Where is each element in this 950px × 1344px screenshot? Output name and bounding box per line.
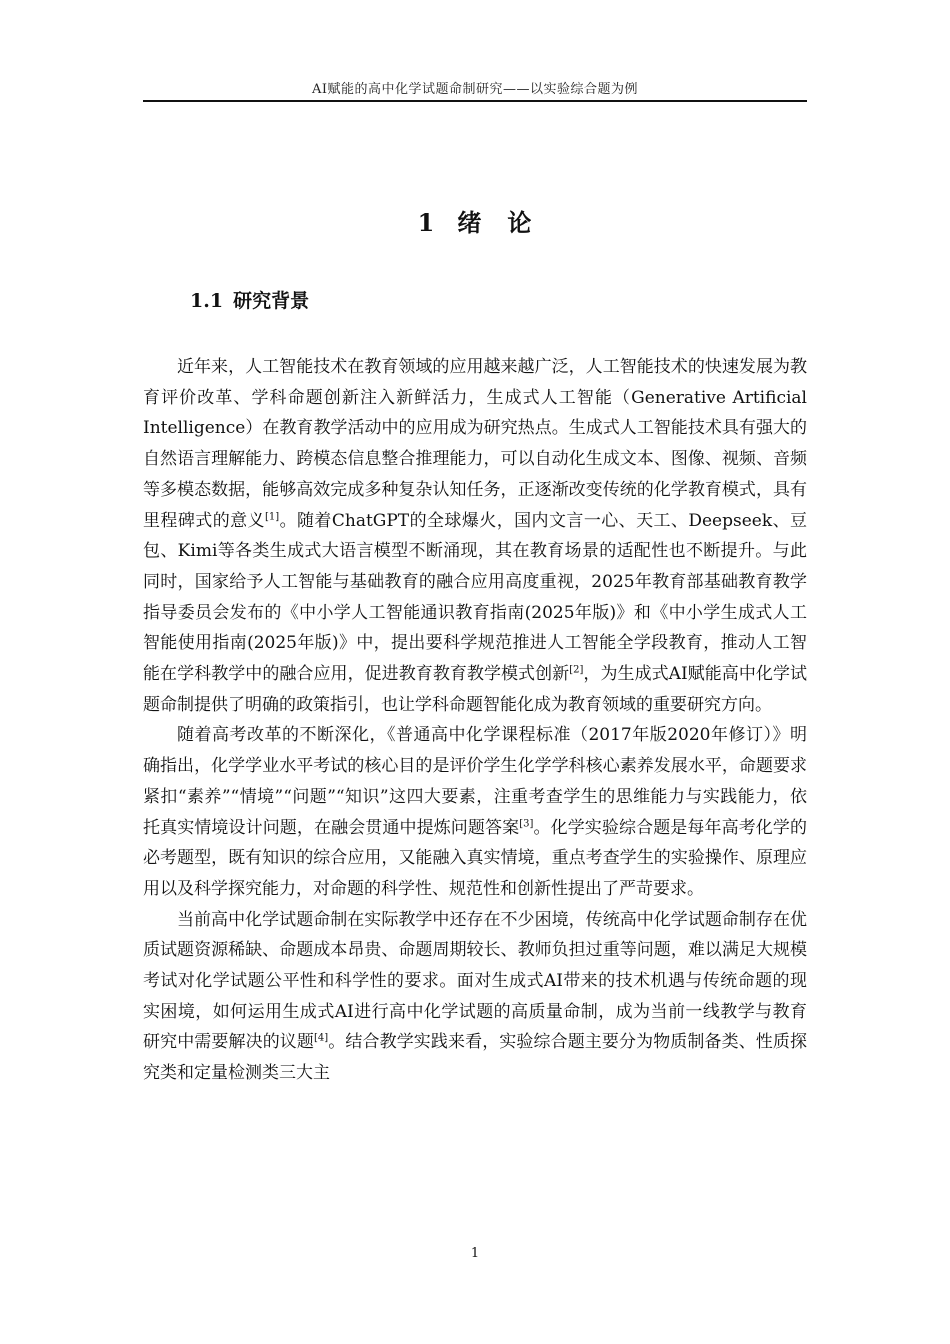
chapter-heading-text: 绪 论 — [457, 208, 533, 237]
chapter-number: 1 — [417, 208, 436, 237]
running-header: AI赋能的高中化学试题命制研究——以实验综合题为例 — [311, 82, 639, 97]
paragraph-1-text-c: ，为生成式AI赋能高中化学试题命制提供了明确的政策指引，也让学科命题智能化成为教育领域的重要研究方向。 — [143, 664, 807, 715]
section-number: 1.1 — [190, 290, 224, 312]
paragraph-1-text-a: 近年来，人工智能技术在教育领域的应用越来越广泛，人工智能技术的快速发展为教育评价改革、学科命题创新注入新鲜活力，生成式人工智能（Generative Artificial Intelligence）在教育教学活动中的应用成为研究热点。生成式人工智能技术具有强大的自然语言理解能力、跨模态信息整合推理能力，可以自动化生成文本、图像、视频、音频等多模态数据，能够高效完成多种复杂认知任务，正逐渐改变传统的化学教育模式，具有里程碑式的意义 — [143, 357, 807, 531]
paragraph-1-text-b: 。随着ChatGPT的全球爆火，国内文言一心、天工、Deepseek、豆包、Kimi等各类生成式大语言模型不断涌现，其在教育场景的适配性也不断提升。与此同时，国家给予人工智能与基础教育的融合应用高度重视，2025年教育部基础教育教学指导委员会发布的《中小学人工智能通识教育指南(2025年版)》和《中小学生成式人工智能使用指南(2025年版)》中，提出要科学规范推进人工智能全学段教育，推动人工智能在学科教学中的融合应用，促进教育教育教学模式创新 — [143, 510, 808, 685]
page-number: 1 — [470, 1246, 480, 1261]
paragraph-2-text-b: 。化学实验综合题是每年高考化学的必考题型，既有知识的综合应用，又能融入真实情境，重点考查学生的实验操作、原理应用以及科学探究能力，对命题的科学性、规范性和创新性提出了严苛要求。 — [143, 817, 808, 899]
citation-ref: [3] — [519, 817, 534, 829]
paragraph-3-text-b: 。结合教学实践来看，实验综合题主要分为物质制备类、性质探究类和定量检测类三大主 — [143, 1032, 808, 1084]
section-title — [190, 286, 309, 313]
paragraph-1 — [143, 352, 807, 720]
paragraph-2 — [143, 720, 807, 904]
chapter-title — [143, 203, 807, 238]
paragraph-2-text-a: 随着高考改革的不断深化，《普通高中化学课程标准（2017年版2020年修订）》明确指出，化学学业水平考试的核心目的是评价学生化学学科核心素养发展水平，命题要求紧扣“素养”“情境”“问题”“知识”这四大要素，注重考查学生的思维能力与实践能力，依托真实情境设计问题，在融会贯通中提炼问题答案 — [143, 725, 807, 838]
paragraph-3-text-a: 当前高中化学试题命制在实际教学中还存在不少困境，传统高中化学试题命制存在优质试题资源稀缺、命题成本昂贵、命题周期较长、教师负担过重等问题，难以满足大规模考试对化学试题公平性和科学性的要求。面对生成式AI带来的技术机遇与传统命题的现实困境，如何运用生成式AI进行高中化学试题的高质量命制，成为当前一线教学与教育研究中需要解决的议题 — [143, 909, 807, 1053]
section-heading-text: 研究背景 — [233, 290, 310, 312]
header-rule — [143, 100, 807, 102]
body-text — [143, 352, 807, 1089]
citation-ref: [4] — [314, 1032, 329, 1044]
citation-ref: [1] — [264, 510, 280, 522]
paragraph-3 — [143, 905, 807, 1089]
citation-ref: [2] — [569, 664, 584, 676]
